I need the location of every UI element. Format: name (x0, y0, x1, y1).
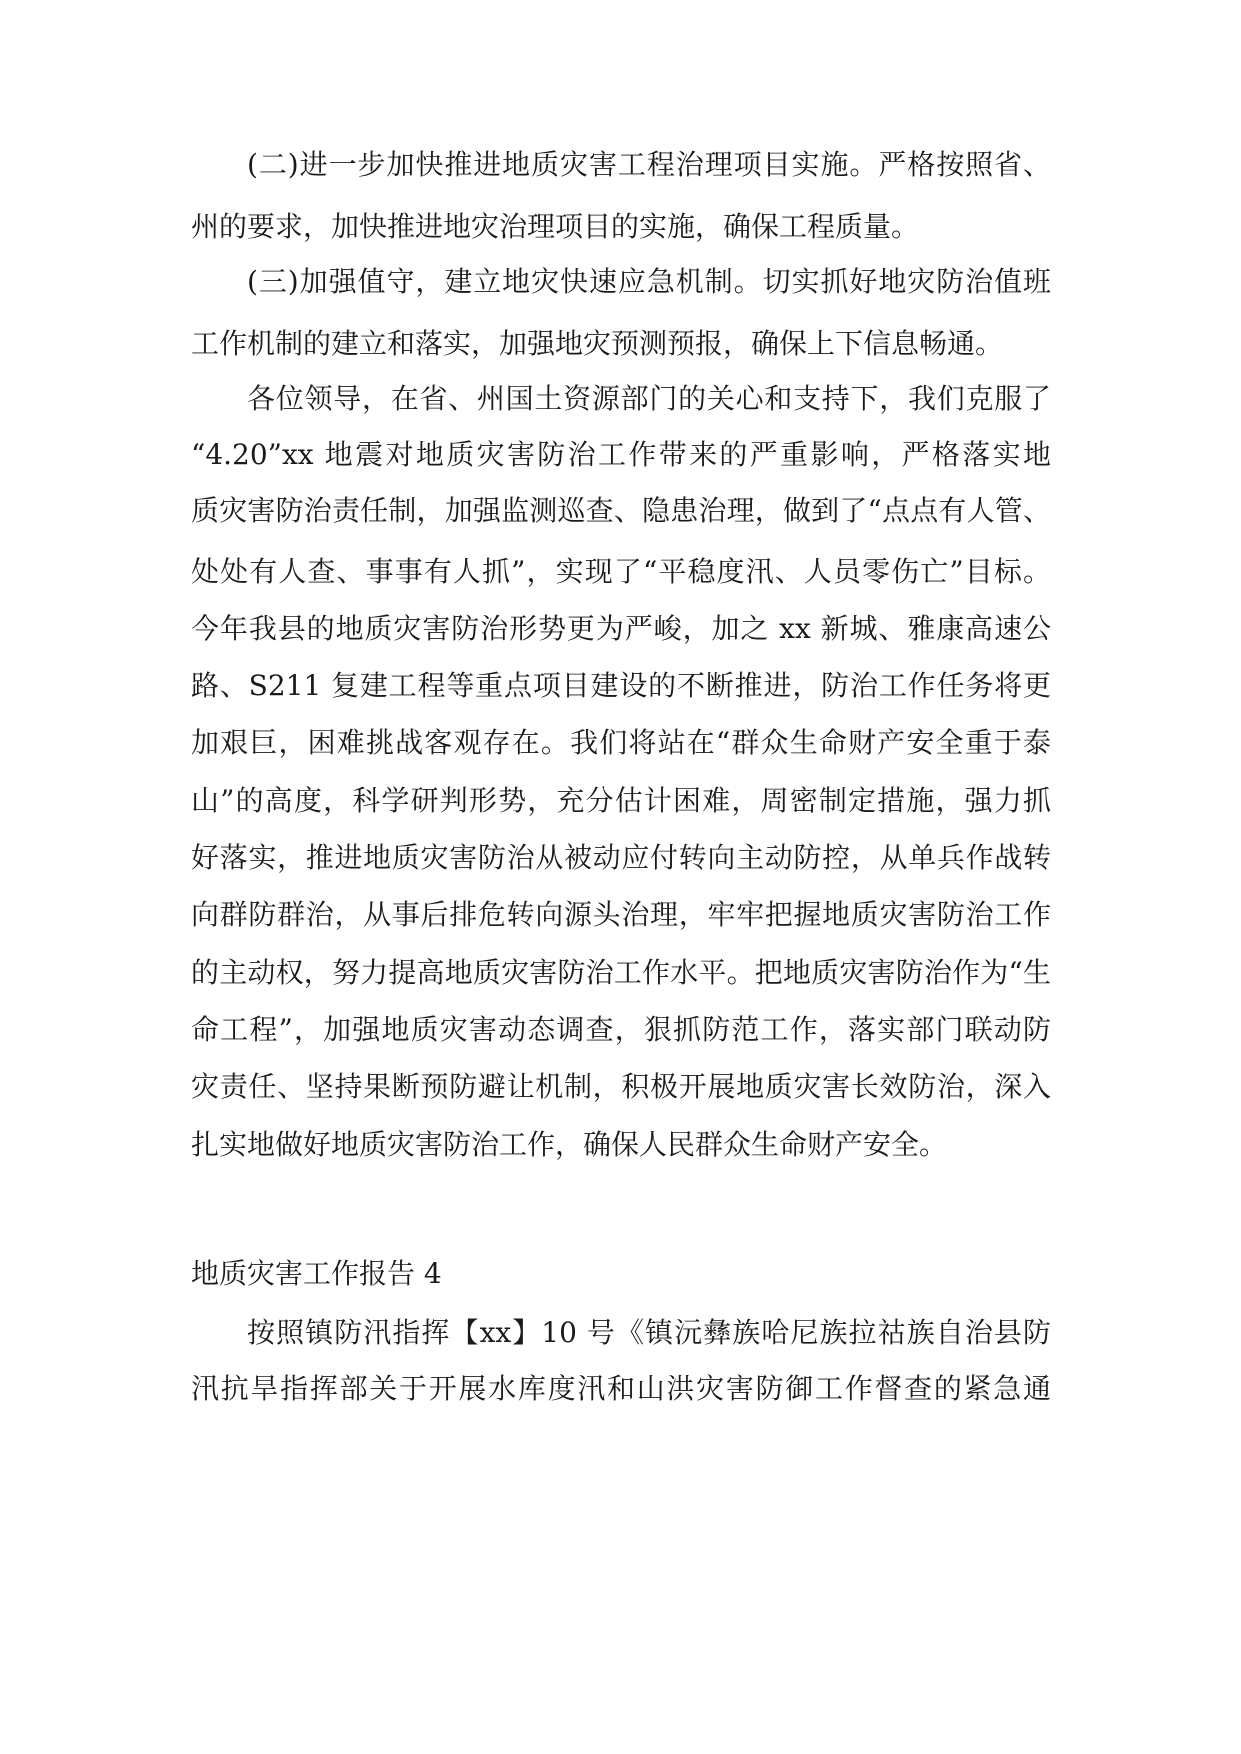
paragraph-line: (三)加强值守，建立地灾快速应急机制。切实抓好地灾防治值班 (247, 265, 1051, 298)
paragraph-line: 汛抗旱指挥部关于开展水库度汛和山洪灾害防御工作督查的紧急通 (191, 1372, 1051, 1405)
paragraph-line: 命工程”，加强地质灾害动态调查，狠抓防范工作，落实部门联动防 (191, 1013, 1051, 1046)
paragraph-line: 今年我县的地质灾害防治形势更为严峻，加之 xx 新城、雅康高速公 (191, 612, 1051, 645)
paragraph-line: 州的要求，加快推进地灾治理项目的实施，确保工程质量。 (191, 210, 920, 243)
section-title: 地质灾害工作报告 4 (191, 1257, 442, 1290)
paragraph-line: 山”的高度，科学研判形势，充分估计困难，周密制定措施，强力抓 (191, 784, 1051, 817)
paragraph-line: 处处有人查、事事有人抓”，实现了“平稳度汛、人员零伤亡”目标。 (191, 555, 1051, 588)
paragraph-line: 各位领导，在省、州国土资源部门的关心和支持下，我们克服了 (247, 382, 1051, 415)
paragraph-line: 好落实，推进地质灾害防治从被动应付转向主动防控，从单兵作战转 (191, 841, 1051, 874)
paragraph-line: “4.20”xx 地震对地质灾害防治工作带来的严重影响，严格落实地 (191, 438, 1051, 471)
paragraph-line: 的主动权，努力提高地质灾害防治工作水平。把地质灾害防治作为“生 (191, 956, 1051, 989)
paragraph-line: 按照镇防汛指挥【xx】10 号《镇沅彝族哈尼族拉祜族自治县防 (247, 1316, 1051, 1349)
paragraph-line: 加艰巨，困难挑战客观存在。我们将站在“群众生命财产安全重于泰 (191, 726, 1051, 759)
paragraph-line: 向群防群治，从事后排危转向源头治理，牢牢把握地质灾害防治工作 (191, 898, 1051, 931)
paragraph-line: (二)进一步加快推进地质灾害工程治理项目实施。严格按照省、 (247, 148, 1051, 181)
paragraph-line: 路、S211 复建工程等重点项目建设的不断推进，防治工作任务将更 (191, 669, 1051, 702)
paragraph-line: 灾责任、坚持果断预防避让机制，积极开展地质灾害长效防治，深入 (191, 1070, 1051, 1103)
paragraph-line: 工作机制的建立和落实，加强地灾预测预报，确保上下信息畅通。 (191, 327, 1004, 360)
paragraph-line: 质灾害防治责任制，加强监测巡查、隐患治理，做到了“点点有人管、 (191, 494, 1051, 527)
paragraph-line: 扎实地做好地质灾害防治工作，确保人民群众生命财产安全。 (191, 1128, 948, 1161)
